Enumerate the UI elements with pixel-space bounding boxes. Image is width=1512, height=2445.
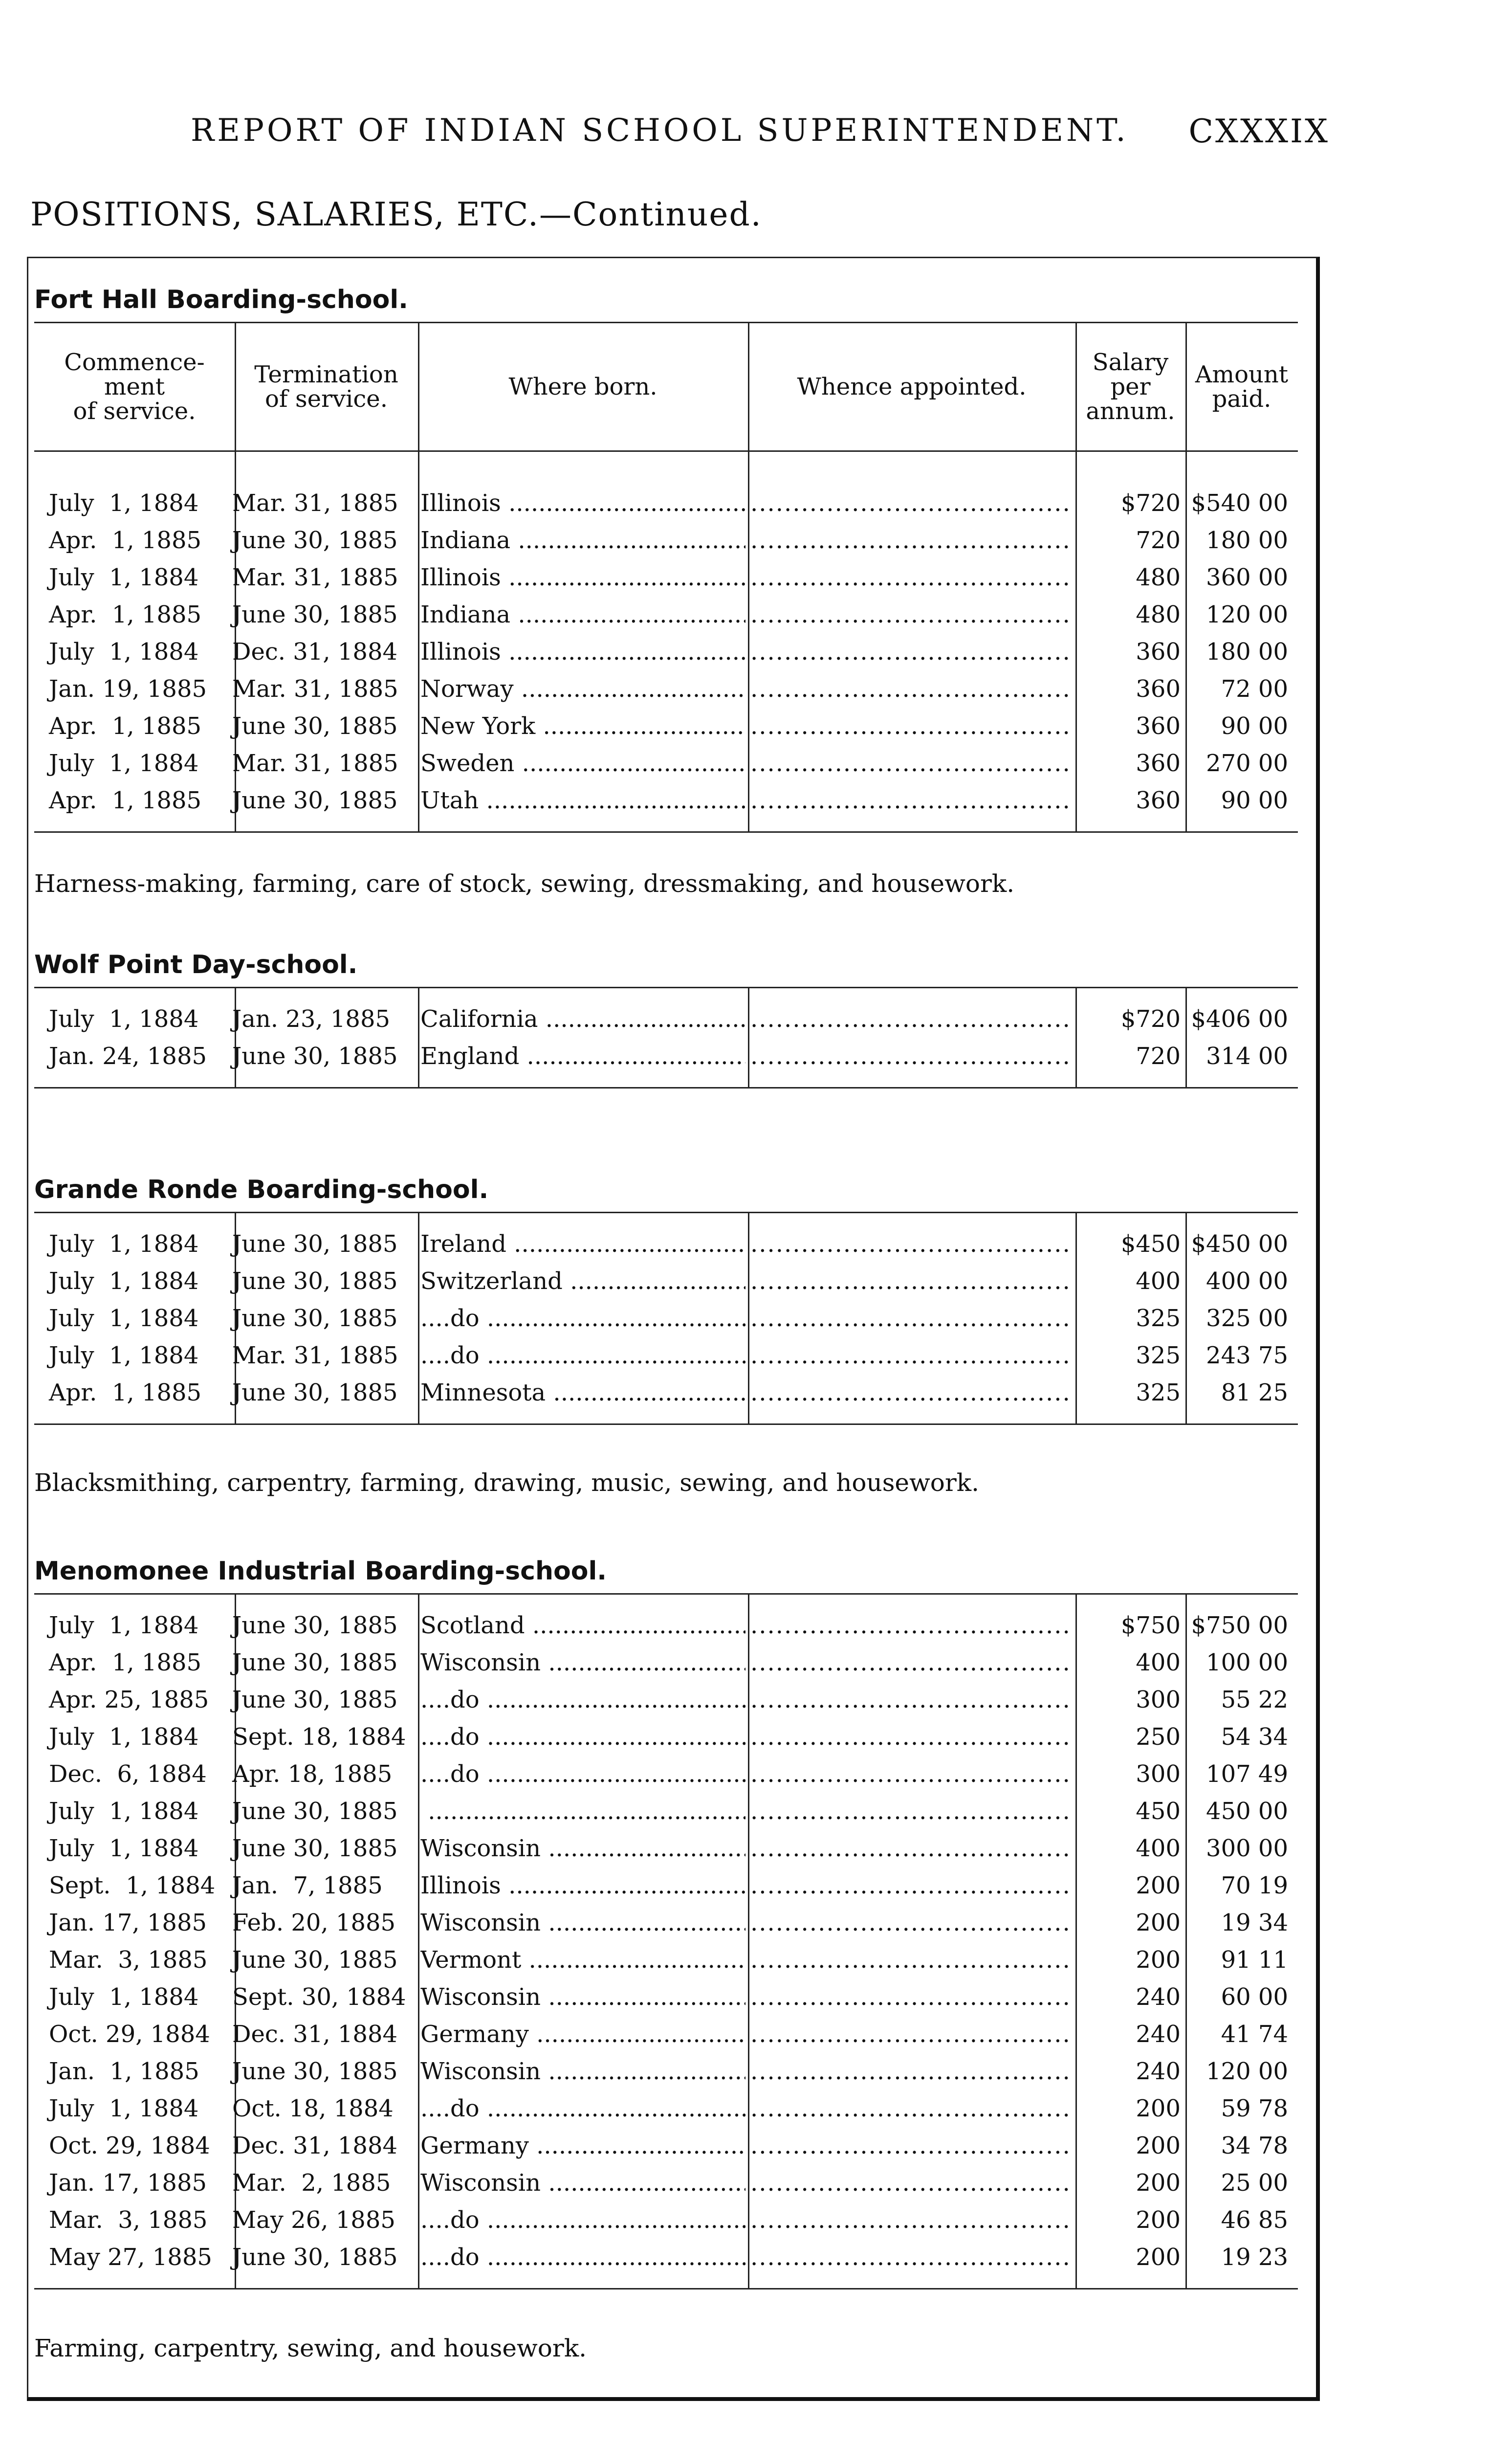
where-born-cell: ....do ..... <box>420 1337 745 1374</box>
salary-cell: 200 <box>1136 2132 1181 2159</box>
commencement-cell: Dec. 6, 1884 <box>49 1760 207 1788</box>
commencement-cell: Jan. 17, 1885 <box>49 2169 207 2197</box>
termination-cell: June 30, 1885 <box>232 1267 398 1295</box>
table-row <box>34 1718 1298 1756</box>
whence-appointed-cell <box>750 670 1073 708</box>
commencement-cell: July 1, 1884 <box>49 1723 199 1751</box>
termination-cell: Sept. 18, 1884 <box>232 1723 406 1751</box>
where-born-cell: Illinois ..... <box>420 485 745 522</box>
termination-cell: June 30, 1885 <box>232 1798 398 1825</box>
termination-cell: May 26, 1885 <box>232 2206 395 2234</box>
column-header-commencement: Commence- ment of service. <box>64 349 205 425</box>
column-header-termination: Termination of service. <box>254 361 398 413</box>
salary-cell: 240 <box>1136 2058 1181 2085</box>
section-note: Blacksmithing, carpentry, farming, drawing, music, sewing, and housework. <box>34 1468 979 1497</box>
salary-cell: 300 <box>1136 1686 1181 1713</box>
amount-paid-cell: $540 00 <box>1191 489 1288 517</box>
amount-paid-cell: 19 23 <box>1221 2244 1288 2271</box>
whence-appointed-cell <box>750 1300 1073 1337</box>
commencement-cell: July 1, 1884 <box>49 1612 199 1639</box>
commencement-cell: Jan. 19, 1885 <box>49 675 207 703</box>
salary-cell: 360 <box>1136 750 1181 777</box>
amount-paid-cell: 360 00 <box>1206 564 1288 591</box>
termination-cell: Oct. 18, 1884 <box>232 2095 394 2122</box>
amount-paid-cell: 72 00 <box>1221 675 1288 703</box>
termination-cell: June 30, 1885 <box>232 1686 398 1713</box>
termination-cell: June 30, 1885 <box>232 1379 398 1406</box>
table-row <box>34 2090 1298 2127</box>
where-born-cell: Indiana ..... <box>420 522 745 559</box>
whence-appointed-cell <box>750 1000 1073 1038</box>
page-subtitle: POSITIONS, SALARIES, ETC.—Continued. <box>30 196 762 233</box>
termination-cell: Mar. 31, 1885 <box>232 564 398 591</box>
amount-paid-cell: 325 00 <box>1206 1305 1288 1332</box>
amount-paid-cell: 243 75 <box>1206 1342 1288 1369</box>
salary-cell: 360 <box>1136 712 1181 740</box>
commencement-cell: July 1, 1884 <box>49 1342 199 1369</box>
salary-cell: 450 <box>1136 1798 1181 1825</box>
commencement-cell: Mar. 3, 1885 <box>49 2206 208 2234</box>
termination-cell: June 30, 1885 <box>232 1835 398 1862</box>
table-row <box>34 1793 1298 1830</box>
whence-appointed-cell <box>750 1830 1073 1867</box>
amount-paid-cell: 180 00 <box>1206 527 1288 554</box>
amount-paid-cell: 107 49 <box>1206 1760 1288 1788</box>
table-row <box>34 1867 1298 1904</box>
table-row <box>34 2201 1298 2239</box>
whence-appointed-cell <box>750 1867 1073 1904</box>
salary-cell: 720 <box>1136 527 1181 554</box>
where-born-cell: ....do ..... <box>420 1300 745 1337</box>
amount-paid-cell: 60 00 <box>1221 1983 1288 2011</box>
where-born-cell: Norway ..... <box>420 670 745 708</box>
termination-cell: June 30, 1885 <box>232 712 398 740</box>
header-rule <box>34 450 1298 452</box>
salary-cell: 300 <box>1136 1760 1181 1788</box>
amount-paid-cell: 25 00 <box>1221 2169 1288 2197</box>
salary-cell: 240 <box>1136 2021 1181 2048</box>
whence-appointed-cell <box>750 485 1073 522</box>
whence-appointed-cell <box>750 2016 1073 2053</box>
where-born-cell: ....do ..... <box>420 2239 745 2276</box>
commencement-cell: May 27, 1885 <box>49 2244 212 2271</box>
salary-cell: 360 <box>1136 675 1181 703</box>
termination-cell: June 30, 1885 <box>232 2244 398 2271</box>
where-born-cell: Illinois ..... <box>420 633 745 670</box>
table-row <box>34 1000 1298 1038</box>
amount-paid-cell: $406 00 <box>1191 1005 1288 1033</box>
amount-paid-cell: 19 34 <box>1221 1909 1288 1936</box>
table-row <box>34 1644 1298 1681</box>
whence-appointed-cell <box>750 1374 1073 1411</box>
table-row <box>34 782 1298 819</box>
salary-cell: $450 <box>1120 1230 1181 1258</box>
salary-cell: 200 <box>1136 2244 1181 2271</box>
whence-appointed-cell <box>750 1941 1073 1978</box>
amount-paid-cell: 41 74 <box>1221 2021 1288 2048</box>
where-born-cell: Wisconsin ..... <box>420 1830 745 1867</box>
salary-cell: 200 <box>1136 2206 1181 2234</box>
whence-appointed-cell <box>750 2201 1073 2239</box>
where-born-cell: ....do ..... <box>420 2090 745 2127</box>
whence-appointed-cell <box>750 2053 1073 2090</box>
school-table <box>34 322 1298 833</box>
commencement-cell: Oct. 29, 1884 <box>49 2021 210 2048</box>
amount-paid-cell: 46 85 <box>1221 2206 1288 2234</box>
table-row <box>34 1978 1298 2016</box>
page-header <box>191 112 1330 156</box>
table-row <box>34 1225 1298 1263</box>
whence-appointed-cell <box>750 1038 1073 1075</box>
where-born-cell: Wisconsin ..... <box>420 2053 745 2090</box>
whence-appointed-cell <box>750 1225 1073 1263</box>
where-born-cell: Indiana ..... <box>420 596 745 633</box>
table-row <box>34 1300 1298 1337</box>
amount-paid-cell: 100 00 <box>1206 1649 1288 1676</box>
commencement-cell: July 1, 1884 <box>49 1798 199 1825</box>
table-row <box>34 2053 1298 2090</box>
amount-paid-cell: 90 00 <box>1221 787 1288 814</box>
table-row <box>34 1038 1298 1075</box>
commencement-cell: Apr. 1, 1885 <box>49 712 202 740</box>
amount-paid-cell: 59 78 <box>1221 2095 1288 2122</box>
commencement-cell: Jan. 17, 1885 <box>49 1909 207 1936</box>
amount-paid-cell: 400 00 <box>1206 1267 1288 1295</box>
table-row <box>34 1374 1298 1411</box>
amount-paid-cell: 70 19 <box>1221 1872 1288 1899</box>
where-born-cell <box>420 1793 745 1830</box>
termination-cell: June 30, 1885 <box>232 1043 398 1070</box>
where-born-cell: Wisconsin ..... <box>420 1978 745 2016</box>
whence-appointed-cell <box>750 782 1073 819</box>
termination-cell: Jan. 7, 1885 <box>232 1872 383 1899</box>
where-born-cell: Illinois ..... <box>420 559 745 596</box>
section-title: Menomonee Industrial Boarding-school. <box>34 1556 607 1586</box>
salary-cell: 200 <box>1136 2095 1181 2122</box>
where-born-cell: Germany ..... <box>420 2127 745 2164</box>
where-born-cell: Switzerland ..... <box>420 1263 745 1300</box>
salary-cell: 325 <box>1136 1379 1181 1406</box>
table-row <box>34 2016 1298 2053</box>
table-row <box>34 2164 1298 2201</box>
salary-cell: 200 <box>1136 1946 1181 1974</box>
salary-table-frame <box>27 257 1320 2401</box>
amount-paid-cell: 34 78 <box>1221 2132 1288 2159</box>
commencement-cell: July 1, 1884 <box>49 1835 199 1862</box>
salary-cell: 325 <box>1136 1342 1181 1369</box>
termination-cell: June 30, 1885 <box>232 1230 398 1258</box>
where-born-cell: Wisconsin ..... <box>420 2164 745 2201</box>
table-row <box>34 1904 1298 1941</box>
salary-cell: 480 <box>1136 564 1181 591</box>
table-row <box>34 1941 1298 1978</box>
amount-paid-cell: $750 00 <box>1191 1612 1288 1639</box>
termination-cell: Dec. 31, 1884 <box>232 2132 398 2159</box>
termination-cell: Dec. 31, 1884 <box>232 638 398 666</box>
amount-paid-cell: 90 00 <box>1221 712 1288 740</box>
salary-cell: 325 <box>1136 1305 1181 1332</box>
where-born-cell: Scotland ..... <box>420 1607 745 1644</box>
section-title: Grande Ronde Boarding-school. <box>34 1175 489 1204</box>
amount-paid-cell: 81 25 <box>1221 1379 1288 1406</box>
amount-paid-cell: 450 00 <box>1206 1798 1288 1825</box>
amount-paid-cell: 300 00 <box>1206 1835 1288 1862</box>
table-row <box>34 1830 1298 1867</box>
amount-paid-cell: 54 34 <box>1221 1723 1288 1751</box>
commencement-cell: July 1, 1884 <box>49 489 199 517</box>
commencement-cell: Jan. 1, 1885 <box>49 2058 199 2085</box>
termination-cell: June 30, 1885 <box>232 527 398 554</box>
salary-cell: $720 <box>1120 489 1181 517</box>
table-row <box>34 708 1298 745</box>
termination-cell: Mar. 31, 1885 <box>232 750 398 777</box>
section-title: Fort Hall Boarding-school. <box>34 285 408 314</box>
commencement-cell: Oct. 29, 1884 <box>49 2132 210 2159</box>
commencement-cell: Apr. 1, 1885 <box>49 527 202 554</box>
running-title: REPORT OF INDIAN SCHOOL SUPERINTENDENT. <box>191 112 1129 149</box>
commencement-cell: Mar. 3, 1885 <box>49 1946 208 1974</box>
termination-cell: June 30, 1885 <box>232 787 398 814</box>
termination-cell: June 30, 1885 <box>232 1612 398 1639</box>
amount-paid-cell: 270 00 <box>1206 750 1288 777</box>
whence-appointed-cell <box>750 1978 1073 2016</box>
where-born-cell: ....do ..... <box>420 1681 745 1718</box>
whence-appointed-cell <box>750 1644 1073 1681</box>
termination-cell: June 30, 1885 <box>232 1946 398 1974</box>
whence-appointed-cell <box>750 708 1073 745</box>
commencement-cell: Apr. 1, 1885 <box>49 601 202 628</box>
whence-appointed-cell <box>750 1718 1073 1756</box>
whence-appointed-cell <box>750 596 1073 633</box>
section-title: Wolf Point Day-school. <box>34 950 358 979</box>
salary-cell: 250 <box>1136 1723 1181 1751</box>
commencement-cell: July 1, 1884 <box>49 1983 199 2011</box>
school-table <box>34 1593 1298 2289</box>
whence-appointed-cell <box>750 2127 1073 2164</box>
termination-cell: June 30, 1885 <box>232 2058 398 2085</box>
table-row <box>34 559 1298 596</box>
table-row <box>34 485 1298 522</box>
salary-cell: 240 <box>1136 1983 1181 2011</box>
salary-cell: 480 <box>1136 601 1181 628</box>
termination-cell: Sept. 30, 1884 <box>232 1983 406 2011</box>
salary-cell: 200 <box>1136 2169 1181 2197</box>
page-number: CXXXIX <box>1188 112 1330 150</box>
whence-appointed-cell <box>750 522 1073 559</box>
salary-cell: 360 <box>1136 638 1181 666</box>
whence-appointed-cell <box>750 745 1073 782</box>
school-table <box>34 987 1298 1089</box>
whence-appointed-cell <box>750 2239 1073 2276</box>
amount-paid-cell: 180 00 <box>1206 638 1288 666</box>
commencement-cell: July 1, 1884 <box>49 750 199 777</box>
where-born-cell: Ireland ..... <box>420 1225 745 1263</box>
commencement-cell: Jan. 24, 1885 <box>49 1043 207 1070</box>
amount-paid-cell: 314 00 <box>1206 1043 1288 1070</box>
termination-cell: Jan. 23, 1885 <box>232 1005 391 1033</box>
table-row <box>34 670 1298 708</box>
whence-appointed-cell <box>750 1337 1073 1374</box>
salary-cell: $750 <box>1120 1612 1181 1639</box>
termination-cell: Feb. 20, 1885 <box>232 1909 396 1936</box>
where-born-cell: ....do ..... <box>420 2201 745 2239</box>
section-note: Farming, carpentry, sewing, and housework. <box>34 2334 587 2362</box>
commencement-cell: July 1, 1884 <box>49 638 199 666</box>
table-row <box>34 522 1298 559</box>
where-born-cell: Utah ..... <box>420 782 745 819</box>
table-row <box>34 1263 1298 1300</box>
salary-cell: 200 <box>1136 1872 1181 1899</box>
where-born-cell: California ..... <box>420 1000 745 1038</box>
where-born-cell: Wisconsin ..... <box>420 1904 745 1941</box>
salary-cell: 360 <box>1136 787 1181 814</box>
amount-paid-cell: 120 00 <box>1206 2058 1288 2085</box>
commencement-cell: Apr. 25, 1885 <box>49 1686 209 1713</box>
amount-paid-cell: 120 00 <box>1206 601 1288 628</box>
commencement-cell: Apr. 1, 1885 <box>49 1649 202 1676</box>
termination-cell: Mar. 31, 1885 <box>232 675 398 703</box>
whence-appointed-cell <box>750 1904 1073 1941</box>
commencement-cell: Apr. 1, 1885 <box>49 787 202 814</box>
where-born-cell: New York ..... <box>420 708 745 745</box>
table-row <box>34 1607 1298 1644</box>
salary-cell: 400 <box>1136 1649 1181 1676</box>
termination-cell: Apr. 18, 1885 <box>232 1760 393 1788</box>
where-born-cell: Wisconsin ..... <box>420 1644 745 1681</box>
column-header-salary: Salary per annum. <box>1086 349 1175 425</box>
salary-cell: 720 <box>1136 1043 1181 1070</box>
where-born-cell: Illinois ..... <box>420 1867 745 1904</box>
whence-appointed-cell <box>750 1263 1073 1300</box>
whence-appointed-cell <box>750 633 1073 670</box>
table-row <box>34 1337 1298 1374</box>
amount-paid-cell: $450 00 <box>1191 1230 1288 1258</box>
termination-cell: June 30, 1885 <box>232 1305 398 1332</box>
commencement-cell: July 1, 1884 <box>49 2095 199 2122</box>
table-row <box>34 633 1298 670</box>
salary-cell: $720 <box>1120 1005 1181 1033</box>
column-header-whence-appointed: Whence appointed. <box>797 373 1027 400</box>
column-header-where-born: Where born. <box>508 373 657 400</box>
salary-cell: 400 <box>1136 1835 1181 1862</box>
table-row <box>34 2127 1298 2164</box>
commencement-cell: July 1, 1884 <box>49 1267 199 1295</box>
commencement-cell: July 1, 1884 <box>49 1005 199 1033</box>
where-born-cell: Germany ..... <box>420 2016 745 2053</box>
table-row <box>34 596 1298 633</box>
salary-cell: 400 <box>1136 1267 1181 1295</box>
termination-cell: June 30, 1885 <box>232 1649 398 1676</box>
commencement-cell: July 1, 1884 <box>49 564 199 591</box>
termination-cell: Mar. 31, 1885 <box>232 1342 398 1369</box>
where-born-cell: Sweden ..... <box>420 745 745 782</box>
section-note: Harness-making, farming, care of stock, sewing, dressmaking, and housework. <box>34 869 1015 898</box>
table-row <box>34 745 1298 782</box>
whence-appointed-cell <box>750 1756 1073 1793</box>
commencement-cell: July 1, 1884 <box>49 1230 199 1258</box>
table-row <box>34 1681 1298 1718</box>
amount-paid-cell: 91 11 <box>1221 1946 1288 1974</box>
where-born-cell: England ..... <box>420 1038 745 1075</box>
where-born-cell: Vermont ..... <box>420 1941 745 1978</box>
termination-cell: June 30, 1885 <box>232 601 398 628</box>
table-row <box>34 2239 1298 2276</box>
commencement-cell: Apr. 1, 1885 <box>49 1379 202 1406</box>
whence-appointed-cell <box>750 1793 1073 1830</box>
commencement-cell: Sept. 1, 1884 <box>49 1872 216 1899</box>
whence-appointed-cell <box>750 2164 1073 2201</box>
where-born-cell: ....do ..... <box>420 1756 745 1793</box>
column-header-amount: Amount paid. <box>1195 361 1289 413</box>
termination-cell: Mar. 2, 1885 <box>232 2169 391 2197</box>
whence-appointed-cell <box>750 559 1073 596</box>
where-born-cell: ....do ..... <box>420 1718 745 1756</box>
termination-cell: Dec. 31, 1884 <box>232 2021 398 2048</box>
whence-appointed-cell <box>750 1681 1073 1718</box>
whence-appointed-cell <box>750 1607 1073 1644</box>
salary-cell: 200 <box>1136 1909 1181 1936</box>
whence-appointed-cell <box>750 2090 1073 2127</box>
termination-cell: Mar. 31, 1885 <box>232 489 398 517</box>
where-born-cell: Minnesota ..... <box>420 1374 745 1411</box>
school-table <box>34 1212 1298 1425</box>
amount-paid-cell: 55 22 <box>1221 1686 1288 1713</box>
table-row <box>34 1756 1298 1793</box>
commencement-cell: July 1, 1884 <box>49 1305 199 1332</box>
